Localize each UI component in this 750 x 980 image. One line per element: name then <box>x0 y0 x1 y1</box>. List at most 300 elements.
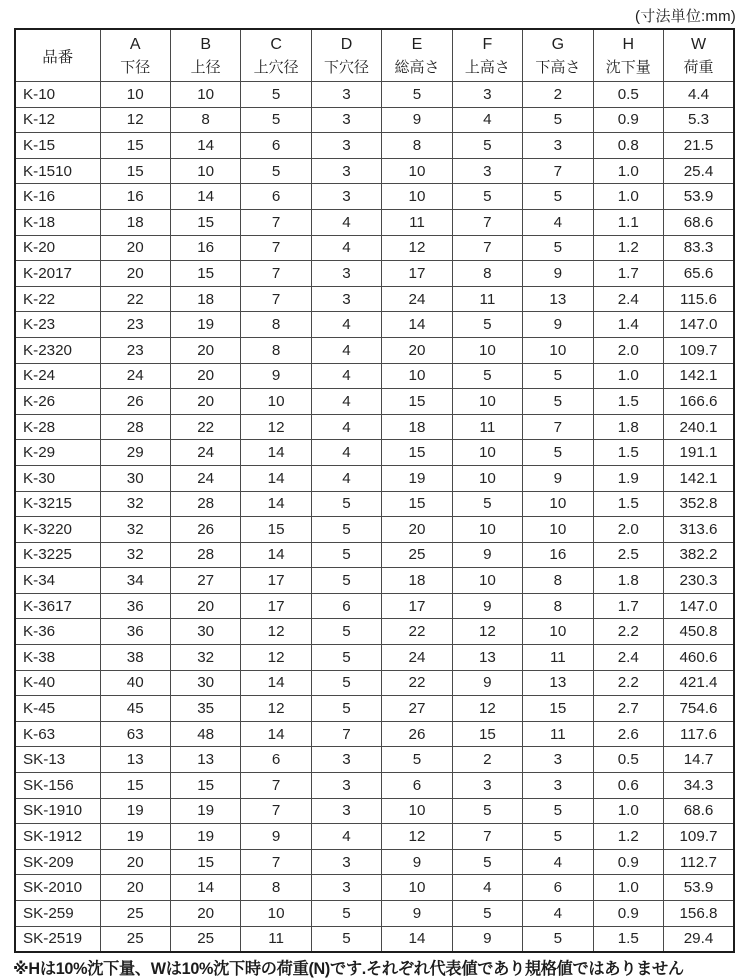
value-cell: 421.4 <box>664 670 735 696</box>
value-cell: 5 <box>523 440 593 466</box>
value-cell: 3 <box>452 158 522 184</box>
value-cell: 15 <box>100 773 170 799</box>
value-cell: 7 <box>241 209 311 235</box>
value-cell: 7 <box>311 721 381 747</box>
value-cell: 3 <box>311 133 381 159</box>
value-cell: 1.0 <box>593 184 663 210</box>
value-cell: 112.7 <box>664 849 735 875</box>
value-cell: 11 <box>523 721 593 747</box>
value-cell: 2.0 <box>593 517 663 543</box>
value-cell: 22 <box>100 286 170 312</box>
value-cell: 166.6 <box>664 389 735 415</box>
value-cell: 15 <box>170 849 240 875</box>
column-header <box>170 29 240 82</box>
part-number-cell: K-16 <box>15 184 100 210</box>
value-cell: 20 <box>382 337 452 363</box>
value-cell: 26 <box>170 517 240 543</box>
value-cell: 1.0 <box>593 158 663 184</box>
value-cell: 10 <box>382 184 452 210</box>
value-cell: 34.3 <box>664 773 735 799</box>
table-row <box>15 414 734 440</box>
value-cell: 13 <box>170 747 240 773</box>
value-cell: 19 <box>100 824 170 850</box>
value-cell: 7 <box>241 286 311 312</box>
value-cell: 4 <box>523 901 593 927</box>
value-cell: 24 <box>170 465 240 491</box>
value-cell: 10 <box>170 158 240 184</box>
value-cell: 19 <box>170 798 240 824</box>
value-cell: 5 <box>523 363 593 389</box>
table-row <box>15 645 734 671</box>
value-cell: 11 <box>241 926 311 952</box>
value-cell: 1.8 <box>593 568 663 594</box>
value-cell: 14 <box>382 312 452 338</box>
value-cell: 2.2 <box>593 670 663 696</box>
value-cell: 15 <box>170 209 240 235</box>
value-cell: 12 <box>452 696 522 722</box>
value-cell: 20 <box>170 337 240 363</box>
part-number-cell: K-2320 <box>15 337 100 363</box>
value-cell: 147.0 <box>664 593 735 619</box>
value-cell: 5 <box>382 747 452 773</box>
value-cell: 17 <box>382 593 452 619</box>
value-cell: 14 <box>170 133 240 159</box>
value-cell: 15 <box>452 721 522 747</box>
value-cell: 0.8 <box>593 133 663 159</box>
part-number-header: 品番 <box>15 29 100 82</box>
value-cell: 3 <box>311 747 381 773</box>
value-cell: 7 <box>241 798 311 824</box>
value-cell: 13 <box>100 747 170 773</box>
value-cell: 14 <box>170 875 240 901</box>
value-cell: 5 <box>523 798 593 824</box>
value-cell: 12 <box>241 619 311 645</box>
value-cell: 115.6 <box>664 286 735 312</box>
value-cell: 230.3 <box>664 568 735 594</box>
value-cell: 8 <box>241 875 311 901</box>
column-label: 下径 <box>120 58 151 76</box>
value-cell: 5 <box>311 926 381 952</box>
value-cell: 2.0 <box>593 337 663 363</box>
value-cell: 20 <box>100 235 170 261</box>
value-cell: 8 <box>382 133 452 159</box>
value-cell: 4 <box>311 414 381 440</box>
value-cell: 32 <box>170 645 240 671</box>
value-cell: 10 <box>452 389 522 415</box>
value-cell: 20 <box>100 261 170 287</box>
table-row <box>15 209 734 235</box>
value-cell: 2.4 <box>593 286 663 312</box>
value-cell: 3 <box>311 107 381 133</box>
value-cell: 14 <box>241 670 311 696</box>
column-letter: C <box>270 35 282 53</box>
table-row <box>15 568 734 594</box>
value-cell: 68.6 <box>664 798 735 824</box>
column-label: 上穴径 <box>253 58 299 76</box>
value-cell: 16 <box>100 184 170 210</box>
column-letter: E <box>411 35 423 53</box>
value-cell: 26 <box>100 389 170 415</box>
value-cell: 11 <box>452 414 522 440</box>
part-number-cell: SK-209 <box>15 849 100 875</box>
value-cell: 18 <box>100 209 170 235</box>
value-cell: 19 <box>100 798 170 824</box>
value-cell: 7 <box>241 849 311 875</box>
value-cell: 2 <box>523 82 593 108</box>
value-cell: 147.0 <box>664 312 735 338</box>
value-cell: 4 <box>311 312 381 338</box>
value-cell: 15 <box>170 773 240 799</box>
value-cell: 5 <box>523 926 593 952</box>
value-cell: 3 <box>311 261 381 287</box>
value-cell: 5 <box>241 107 311 133</box>
value-cell: 29.4 <box>664 926 735 952</box>
value-cell: 20 <box>170 593 240 619</box>
value-cell: 142.1 <box>664 465 735 491</box>
column-header <box>593 29 663 82</box>
value-cell: 10 <box>170 82 240 108</box>
value-cell: 12 <box>382 235 452 261</box>
value-cell: 30 <box>170 670 240 696</box>
value-cell: 3 <box>311 773 381 799</box>
value-cell: 2.5 <box>593 542 663 568</box>
footnote: ※Hは10%沈下量、Wは10%沈下時の荷重(N)です.それぞれ代表値であり規格値ではありません <box>13 960 684 978</box>
value-cell: 109.7 <box>664 824 735 850</box>
table-row <box>15 517 734 543</box>
value-cell: 14 <box>241 491 311 517</box>
value-cell: 21.5 <box>664 133 735 159</box>
value-cell: 68.6 <box>664 209 735 235</box>
value-cell: 1.4 <box>593 312 663 338</box>
value-cell: 0.6 <box>593 773 663 799</box>
part-number-cell: K-36 <box>15 619 100 645</box>
value-cell: 19 <box>382 465 452 491</box>
value-cell: 2.4 <box>593 645 663 671</box>
value-cell: 754.6 <box>664 696 735 722</box>
part-number-cell: K-3617 <box>15 593 100 619</box>
part-number-cell: SK-13 <box>15 747 100 773</box>
table-row <box>15 875 734 901</box>
column-letter: D <box>340 35 353 53</box>
value-cell: 16 <box>170 235 240 261</box>
value-cell: 5 <box>452 312 522 338</box>
column-header <box>382 29 452 82</box>
value-cell: 5 <box>452 363 522 389</box>
value-cell: 10 <box>100 82 170 108</box>
value-cell: 7 <box>523 414 593 440</box>
value-cell: 6 <box>523 875 593 901</box>
value-cell: 38 <box>100 645 170 671</box>
value-cell: 5 <box>311 517 381 543</box>
value-cell: 3 <box>311 875 381 901</box>
value-cell: 45 <box>100 696 170 722</box>
value-cell: 9 <box>523 261 593 287</box>
part-number-cell: SK-259 <box>15 901 100 927</box>
value-cell: 4 <box>311 465 381 491</box>
value-cell: 117.6 <box>664 721 735 747</box>
part-number-cell: K-3220 <box>15 517 100 543</box>
value-cell: 20 <box>170 363 240 389</box>
column-header <box>241 29 311 82</box>
value-cell: 8 <box>452 261 522 287</box>
value-cell: 6 <box>241 184 311 210</box>
column-label: 荷重 <box>683 58 714 76</box>
value-cell: 4 <box>311 363 381 389</box>
value-cell: 36 <box>100 619 170 645</box>
value-cell: 5 <box>311 619 381 645</box>
table-row <box>15 747 734 773</box>
value-cell: 9 <box>452 593 522 619</box>
value-cell: 5 <box>523 107 593 133</box>
value-cell: 24 <box>382 645 452 671</box>
part-number-cell: K-30 <box>15 465 100 491</box>
value-cell: 3 <box>311 184 381 210</box>
value-cell: 3 <box>523 747 593 773</box>
value-cell: 10 <box>382 875 452 901</box>
value-cell: 83.3 <box>664 235 735 261</box>
value-cell: 10 <box>452 517 522 543</box>
value-cell: 23 <box>100 337 170 363</box>
table-header <box>15 29 734 82</box>
part-number-cell: K-15 <box>15 133 100 159</box>
value-cell: 4 <box>311 440 381 466</box>
value-cell: 30 <box>170 619 240 645</box>
value-cell: 1.0 <box>593 363 663 389</box>
value-cell: 27 <box>382 696 452 722</box>
value-cell: 0.5 <box>593 82 663 108</box>
part-number-cell: K-1510 <box>15 158 100 184</box>
value-cell: 4 <box>523 849 593 875</box>
table-row <box>15 670 734 696</box>
column-letter: W <box>690 35 707 53</box>
value-cell: 8 <box>241 312 311 338</box>
table-row <box>15 593 734 619</box>
value-cell: 34 <box>100 568 170 594</box>
value-cell: 22 <box>382 619 452 645</box>
value-cell: 7 <box>241 235 311 261</box>
value-cell: 10 <box>382 363 452 389</box>
value-cell: 191.1 <box>664 440 735 466</box>
table-row <box>15 773 734 799</box>
part-number-cell: K-3215 <box>15 491 100 517</box>
value-cell: 7 <box>452 235 522 261</box>
table-row <box>15 286 734 312</box>
value-cell: 313.6 <box>664 517 735 543</box>
value-cell: 25 <box>382 542 452 568</box>
value-cell: 12 <box>382 824 452 850</box>
value-cell: 6 <box>382 773 452 799</box>
value-cell: 3 <box>311 286 381 312</box>
part-number-cell: SK-1910 <box>15 798 100 824</box>
value-cell: 5 <box>523 389 593 415</box>
value-cell: 15 <box>382 389 452 415</box>
value-cell: 0.5 <box>593 747 663 773</box>
value-cell: 32 <box>100 517 170 543</box>
value-cell: 19 <box>170 312 240 338</box>
column-label: 上高さ <box>464 58 510 76</box>
value-cell: 1.7 <box>593 261 663 287</box>
value-cell: 9 <box>523 312 593 338</box>
value-cell: 3 <box>311 158 381 184</box>
value-cell: 23 <box>100 312 170 338</box>
part-number-cell: SK-2010 <box>15 875 100 901</box>
header-row <box>15 29 734 82</box>
value-cell: 20 <box>100 875 170 901</box>
value-cell: 9 <box>452 542 522 568</box>
value-cell: 22 <box>382 670 452 696</box>
value-cell: 109.7 <box>664 337 735 363</box>
value-cell: 26 <box>382 721 452 747</box>
value-cell: 6 <box>241 133 311 159</box>
column-header <box>100 29 170 82</box>
column-letter: A <box>129 35 141 53</box>
value-cell: 15 <box>100 133 170 159</box>
value-cell: 5 <box>311 901 381 927</box>
value-cell: 7 <box>452 209 522 235</box>
column-letter: B <box>200 35 211 53</box>
value-cell: 11 <box>523 645 593 671</box>
table-row <box>15 849 734 875</box>
value-cell: 25 <box>100 926 170 952</box>
value-cell: 14.7 <box>664 747 735 773</box>
part-number-cell: K-45 <box>15 696 100 722</box>
value-cell: 12 <box>452 619 522 645</box>
table-row <box>15 926 734 952</box>
value-cell: 1.5 <box>593 926 663 952</box>
column-label: 下穴径 <box>324 58 370 76</box>
value-cell: 3 <box>311 82 381 108</box>
table-row <box>15 363 734 389</box>
value-cell: 12 <box>241 645 311 671</box>
value-cell: 1.2 <box>593 235 663 261</box>
value-cell: 5 <box>382 82 452 108</box>
table-row <box>15 184 734 210</box>
value-cell: 10 <box>523 517 593 543</box>
table-row <box>15 901 734 927</box>
value-cell: 1.9 <box>593 465 663 491</box>
column-letter: F <box>482 35 493 53</box>
part-number-cell: K-34 <box>15 568 100 594</box>
value-cell: 5 <box>523 824 593 850</box>
value-cell: 4 <box>311 337 381 363</box>
value-cell: 24 <box>100 363 170 389</box>
part-number-cell: SK-1912 <box>15 824 100 850</box>
value-cell: 35 <box>170 696 240 722</box>
value-cell: 9 <box>452 926 522 952</box>
value-cell: 28 <box>100 414 170 440</box>
value-cell: 32 <box>100 491 170 517</box>
part-number-cell: K-18 <box>15 209 100 235</box>
value-cell: 1.0 <box>593 875 663 901</box>
table-row <box>15 824 734 850</box>
value-cell: 3 <box>523 133 593 159</box>
value-cell: 14 <box>241 465 311 491</box>
value-cell: 15 <box>100 158 170 184</box>
value-cell: 10 <box>452 568 522 594</box>
value-cell: 20 <box>100 849 170 875</box>
value-cell: 28 <box>170 491 240 517</box>
table-row <box>15 107 734 133</box>
part-number-cell: K-22 <box>15 286 100 312</box>
value-cell: 352.8 <box>664 491 735 517</box>
value-cell: 10 <box>452 440 522 466</box>
value-cell: 20 <box>170 901 240 927</box>
value-cell: 13 <box>523 670 593 696</box>
value-cell: 1.5 <box>593 491 663 517</box>
value-cell: 18 <box>382 414 452 440</box>
table-row <box>15 158 734 184</box>
column-header <box>523 29 593 82</box>
value-cell: 3 <box>523 773 593 799</box>
value-cell: 12 <box>241 414 311 440</box>
value-cell: 6 <box>311 593 381 619</box>
value-cell: 2.2 <box>593 619 663 645</box>
value-cell: 4 <box>311 235 381 261</box>
value-cell: 9 <box>241 363 311 389</box>
value-cell: 65.6 <box>664 261 735 287</box>
value-cell: 53.9 <box>664 184 735 210</box>
value-cell: 18 <box>170 286 240 312</box>
value-cell: 2 <box>452 747 522 773</box>
value-cell: 53.9 <box>664 875 735 901</box>
value-cell: 5 <box>452 491 522 517</box>
value-cell: 36 <box>100 593 170 619</box>
value-cell: 15 <box>523 696 593 722</box>
value-cell: 2.7 <box>593 696 663 722</box>
value-cell: 15 <box>241 517 311 543</box>
value-cell: 5 <box>311 568 381 594</box>
table-row <box>15 440 734 466</box>
column-label: 下高さ <box>535 58 581 76</box>
table-row <box>15 798 734 824</box>
value-cell: 10 <box>382 798 452 824</box>
value-cell: 9 <box>382 849 452 875</box>
value-cell: 5 <box>241 158 311 184</box>
value-cell: 20 <box>382 517 452 543</box>
table-row <box>15 696 734 722</box>
part-number-cell: SK-156 <box>15 773 100 799</box>
value-cell: 4 <box>311 824 381 850</box>
value-cell: 5 <box>241 82 311 108</box>
value-cell: 4 <box>452 875 522 901</box>
value-cell: 14 <box>382 926 452 952</box>
value-cell: 24 <box>170 440 240 466</box>
value-cell: 1.7 <box>593 593 663 619</box>
value-cell: 460.6 <box>664 645 735 671</box>
value-cell: 9 <box>382 901 452 927</box>
table-row <box>15 133 734 159</box>
value-cell: 0.9 <box>593 107 663 133</box>
part-number-cell: K-26 <box>15 389 100 415</box>
table-row <box>15 82 734 108</box>
value-cell: 11 <box>382 209 452 235</box>
value-cell: 11 <box>452 286 522 312</box>
value-cell: 0.9 <box>593 849 663 875</box>
value-cell: 24 <box>382 286 452 312</box>
value-cell: 5 <box>452 849 522 875</box>
part-number-cell: K-28 <box>15 414 100 440</box>
part-number-cell: K-10 <box>15 82 100 108</box>
table-row <box>15 312 734 338</box>
value-cell: 8 <box>523 593 593 619</box>
value-cell: 17 <box>382 261 452 287</box>
column-letter: H <box>622 35 635 53</box>
value-cell: 32 <box>100 542 170 568</box>
value-cell: 1.5 <box>593 440 663 466</box>
value-cell: 1.5 <box>593 389 663 415</box>
value-cell: 40 <box>100 670 170 696</box>
value-cell: 10 <box>452 465 522 491</box>
